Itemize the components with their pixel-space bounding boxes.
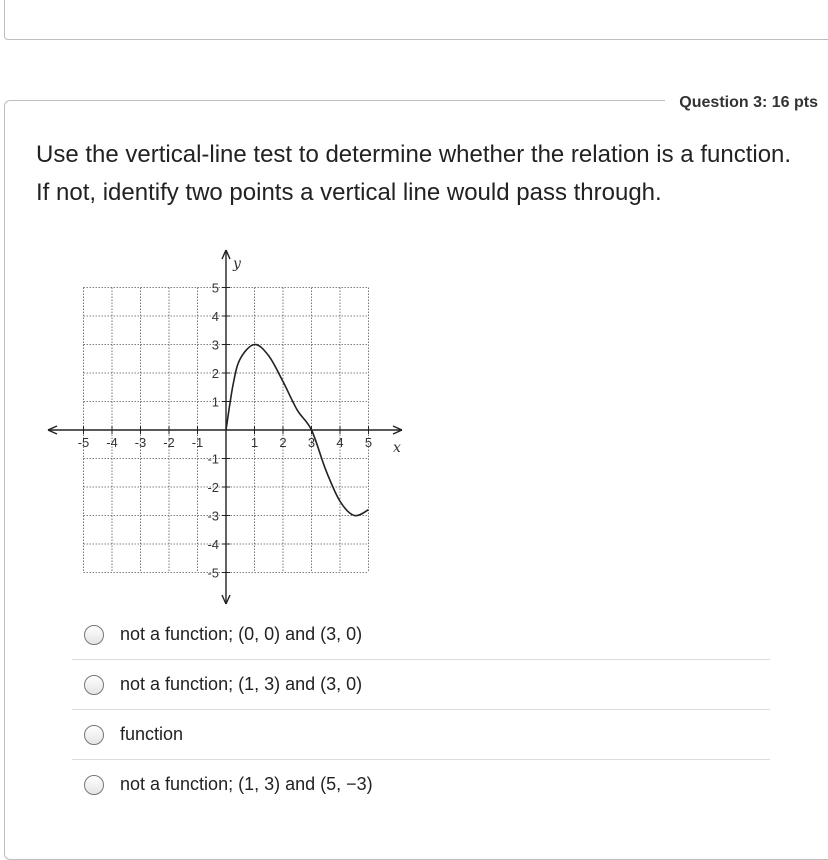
x-tick-label: -5 [77,435,90,450]
radio-button-3[interactable] [84,725,104,745]
y-tick-label: -3 [207,508,219,524]
x-tick-label: -1 [191,435,204,450]
previous-question-card [4,0,828,40]
x-tick-label: 5 [364,435,373,450]
x-tick-label: 4 [336,435,344,450]
y-tick-label: 4 [211,309,219,324]
x-tick-label: 1 [250,435,259,450]
y-tick-label: -5 [207,565,219,581]
x-axis-label: x [393,440,401,456]
answer-option-label: not a function; (1, 3) and (5, −3) [120,774,373,794]
x-tick-label: -4 [106,435,118,450]
radio-button-2[interactable] [84,675,104,695]
radio-button-4[interactable] [84,775,104,795]
answer-option-3[interactable] [72,710,770,760]
answer-option-2[interactable] [72,660,770,710]
question-header: Question 3: 16 pts [665,92,828,114]
y-tick-label: 2 [211,366,219,381]
answer-option-label: not a function; (1, 3) and (3, 0) [120,674,363,694]
y-tick-label: -2 [207,480,219,495]
y-tick-label: -4 [207,537,219,552]
radio-button-1[interactable] [84,625,104,645]
answer-option-1[interactable] [72,610,770,660]
answer-options [72,610,770,809]
y-tick-label: 1 [211,394,219,410]
x-tick-label: -2 [163,435,175,450]
x-tick-label: -3 [134,435,147,450]
answer-option-4[interactable] [72,760,770,809]
x-tick-label: 2 [279,435,287,450]
question-prompt: Use the vertical-line test to determine whether the relation is a function. If not, identify two points a vertical line would pass through. [36,141,792,206]
y-tick-label: -1 [207,451,219,467]
function-graph [40,246,420,608]
answer-option-label: not a function; (0, 0) and (3, 0) [120,624,363,644]
y-tick-label: 5 [211,280,219,296]
graph-axes [48,250,402,604]
y-tick-label: 3 [211,337,219,353]
x-tick-label: 3 [307,435,316,450]
answer-option-label: function [120,724,184,744]
y-axis-label: y [233,256,241,272]
